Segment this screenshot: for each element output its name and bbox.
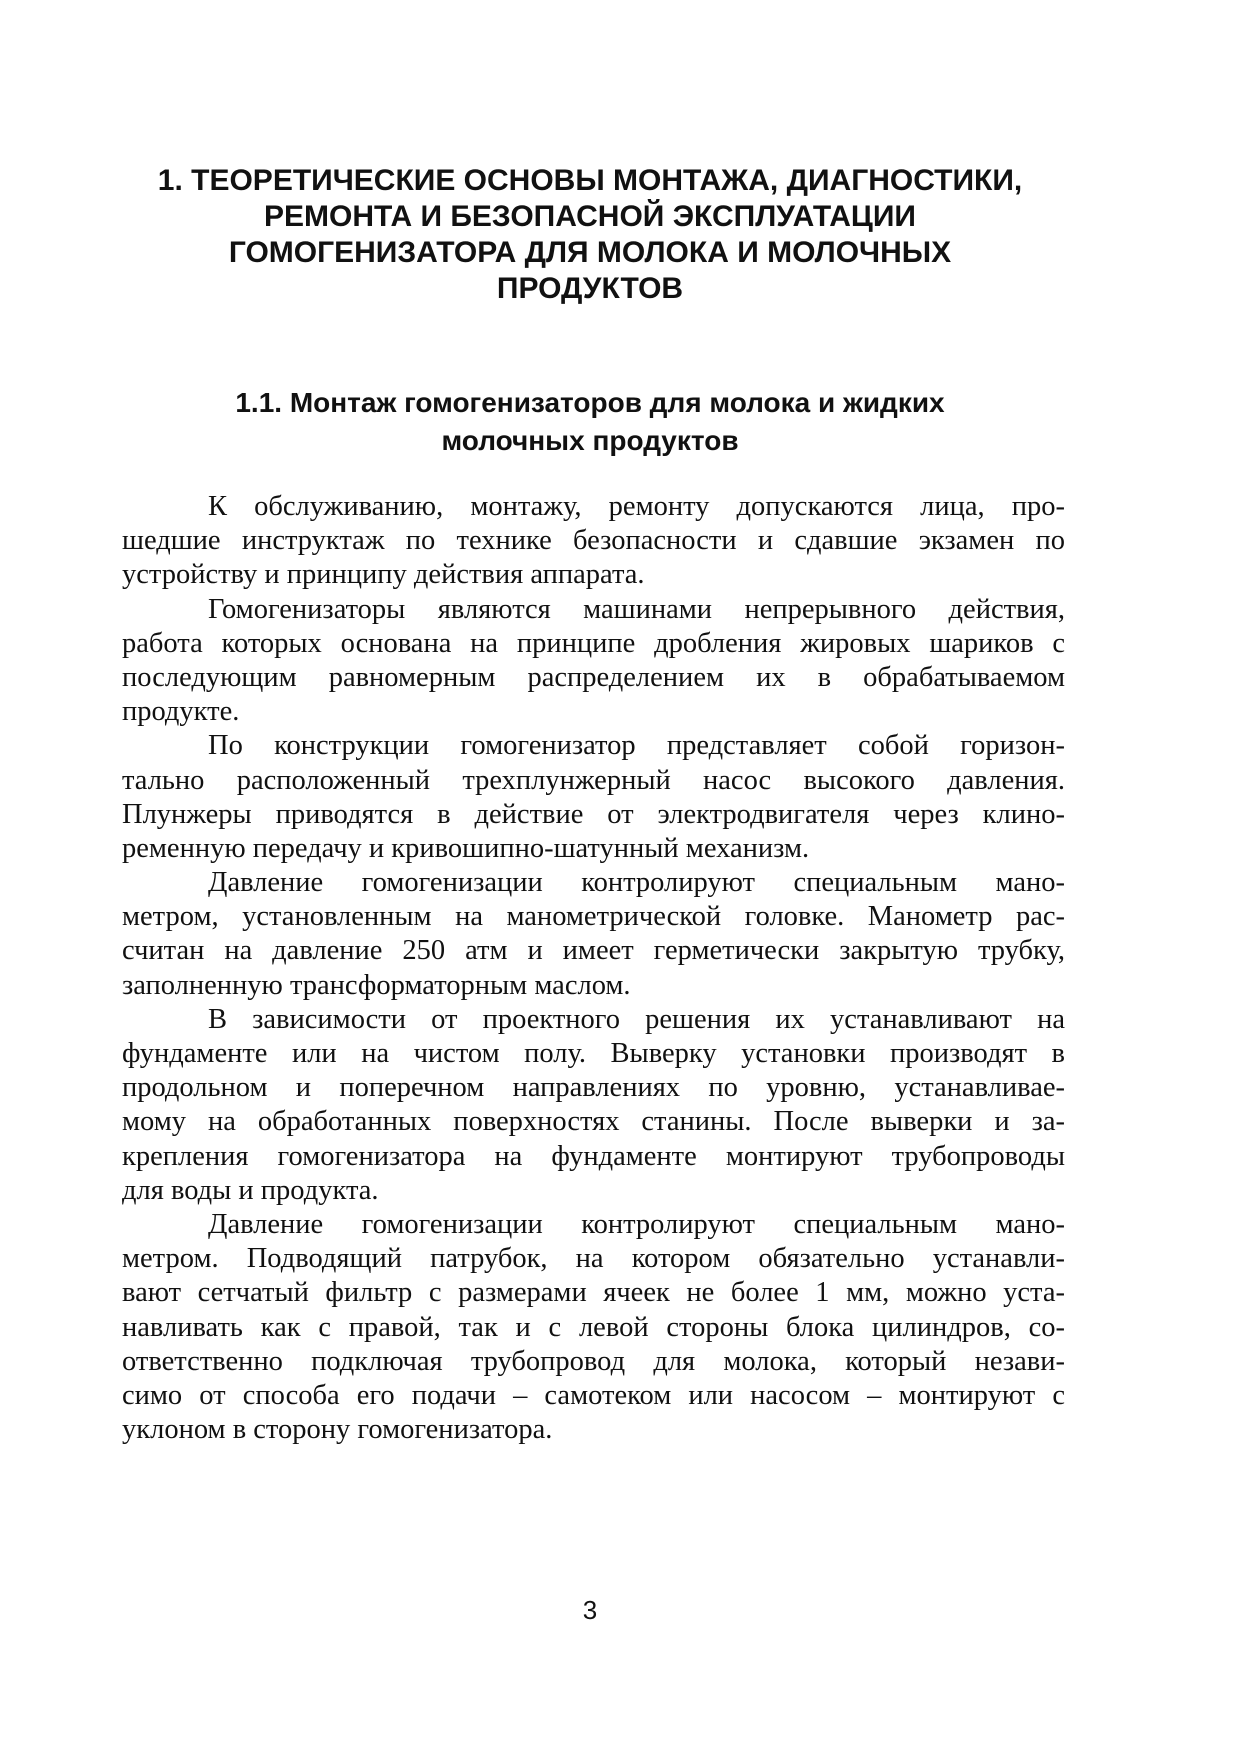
text-line: навливать как с правой, так и с левой стороны блока цилиндров, со- (122, 1311, 1065, 1343)
text-line: тально расположенный трехплунжерный насос высокого давления. (122, 764, 1065, 796)
text-line: метром, установленным на манометрической головке. Манометр рас- (122, 901, 1065, 933)
text-line: шедшие инструктаж по технике безопасности и сдавшие экзамен по (122, 525, 1065, 557)
text-line: последующим равномерным распределением их в обрабатываемом (122, 661, 1065, 693)
text-line: вают сетчатый фильтр с размерами ячеек не более 1 мм, можно уста- (122, 1277, 1065, 1309)
text-line: По конструкции гомогенизатор представляет собой горизон- (208, 730, 1065, 762)
text-line: Давление гомогенизации контролируют специальным мано- (208, 1208, 1065, 1240)
chapter-title-line: ПРОДУКТОВ (496, 272, 684, 305)
text-line: продукте. (122, 696, 240, 728)
section-title (120, 384, 1060, 460)
text-line: ременную передачу и кривошипно-шатунный механизм. (122, 832, 810, 864)
text-line: Давление гомогенизации контролируют специальным мано- (208, 867, 1065, 899)
body-text (122, 490, 1065, 1447)
text-line: считан на давление 250 атм и имеет герметически закрытую трубку, (122, 935, 1065, 967)
text-line: фундаменте или на чистом полу. Выверку установки производят в (122, 1038, 1065, 1069)
paragraph-3 (122, 729, 1065, 866)
text-line: ответственно подключая трубопровод для молока, который незави- (122, 1345, 1065, 1377)
paragraph-5 (122, 1003, 1065, 1208)
paragraph-6 (122, 1208, 1065, 1447)
chapter-title-line: 1. ТЕОРЕТИЧЕСКИЕ ОСНОВЫ МОНТАЖА, ДИАГНОСТИКИ, (157, 164, 1023, 197)
section-title-line: молочных продуктов (441, 425, 739, 456)
text-line: крепления гомогенизатора на фундаменте монтируют трубопроводы (122, 1140, 1065, 1172)
paragraph-1 (122, 490, 1065, 593)
page-number: 3 (582, 1595, 598, 1625)
text-line: работа которых основана на принципе дробления жировых шариков с (122, 627, 1065, 659)
chapter-title-line: РЕМОНТА И БЕЗОПАСНОЙ ЭКСПЛУАТАЦИИ (264, 200, 916, 233)
text-line: продольном и поперечном направлениях по уровню, устанавливае- (122, 1072, 1065, 1104)
text-line: для воды и продукта. (122, 1174, 379, 1206)
section-title-line: 1.1. Монтаж гомогенизаторов для молока и жидких (235, 387, 945, 418)
text-line: В зависимости от проектного решения их устанавливают на (208, 1003, 1065, 1035)
text-line: симо от способа его подачи – самотеком или насосом – монтируют с (122, 1379, 1065, 1411)
text-line: уклоном в сторону гомогенизатора. (122, 1414, 553, 1446)
chapter-title-line: ГОМОГЕНИЗАТОРА ДЛЯ МОЛОКА И МОЛОЧНЫХ (228, 236, 952, 269)
chapter-title (120, 163, 1060, 307)
text-line: метром. Подводящий патрубок, на котором обязательно устанавли- (122, 1243, 1065, 1275)
paragraph-2 (122, 593, 1065, 730)
text-line: мому на обработанных поверхностях станины. После выверки и за- (122, 1106, 1065, 1138)
text-line: Плунжеры приводятся в действие от электродвигателя через клино- (122, 798, 1065, 830)
text-line: заполненную трансформаторным маслом. (122, 969, 631, 1001)
text-line: К обслуживанию, монтажу, ремонту допускаются лица, про- (208, 491, 1065, 522)
text-line: устройству и принципу действия аппарата. (122, 559, 645, 591)
text-line: Гомогенизаторы являются машинами непрерывного действия, (208, 593, 1065, 625)
paragraph-4 (122, 866, 1065, 1003)
